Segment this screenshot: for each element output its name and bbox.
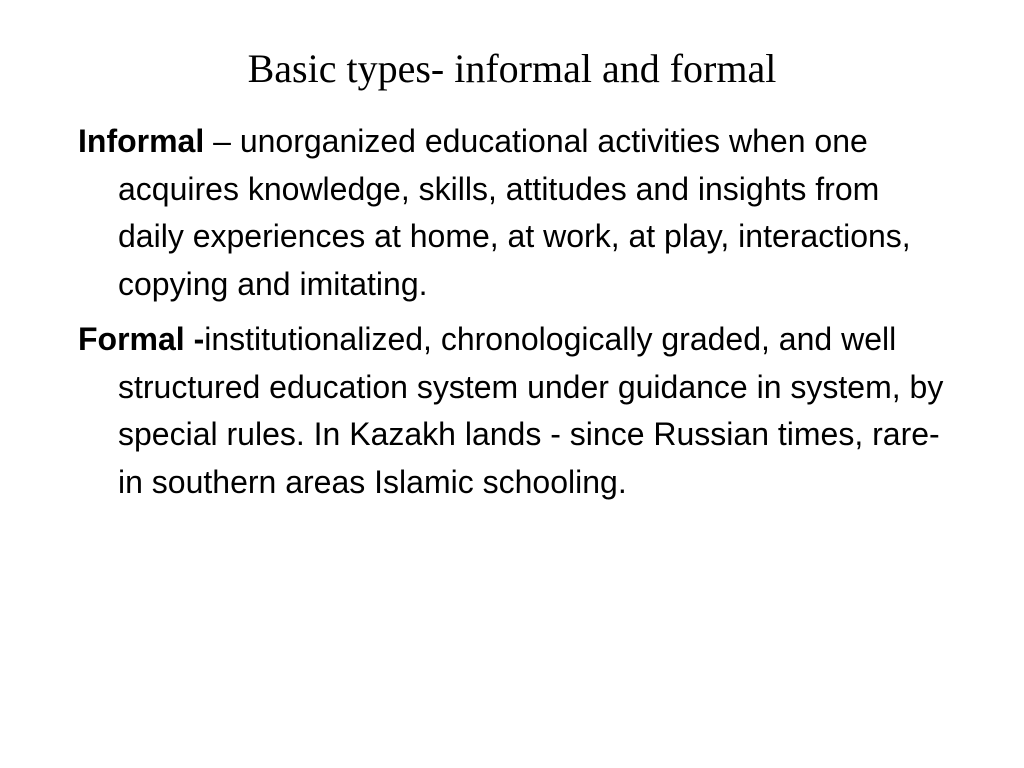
definition-formal: institutionalized, chronologically graded, and well structured education system under guidance in system, by special rules. In Kazakh lands - since Russian times, rare- in southern areas Islamic schooling. [118, 321, 944, 500]
slide-body [78, 118, 948, 506]
term-formal: Formal - [78, 321, 205, 357]
slide-title: Basic types- informal and formal [247, 46, 777, 91]
paragraph-informal [78, 118, 948, 308]
definition-informal: – unorganized educational activities when one acquires knowledge, skills, attitudes and insights from daily experiences at home, at work, at play, interactions, copying and imitating. [118, 123, 911, 302]
term-informal: Informal [78, 123, 205, 159]
paragraph-formal [78, 316, 948, 506]
